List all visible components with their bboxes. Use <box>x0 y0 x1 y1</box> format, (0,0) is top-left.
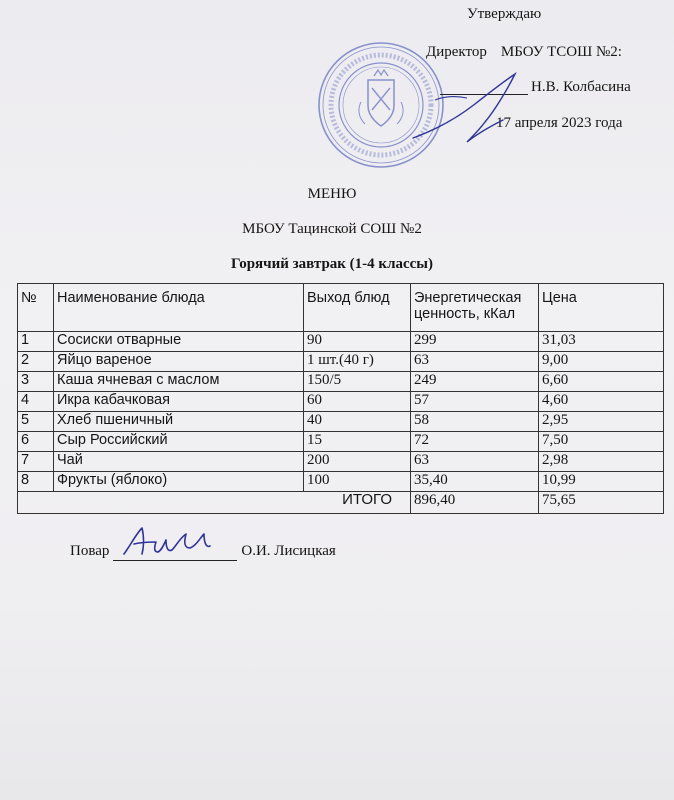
cell-price: 9,00 <box>539 352 664 372</box>
cell-name: Икра кабачковая <box>54 392 304 412</box>
cell-output: 200 <box>304 452 411 472</box>
table-row <box>18 392 664 412</box>
cell-name: Каша ячневая с маслом <box>54 372 304 392</box>
cell-output: 100 <box>304 472 411 492</box>
menu-title: МЕНЮ <box>307 186 357 202</box>
cell-name: Чай <box>54 452 304 472</box>
cell-price: 10,99 <box>539 472 664 492</box>
total-price: 75,65 <box>539 492 664 514</box>
approval-date: 17 апреля 2023 года <box>496 115 623 131</box>
cell-price: 7,50 <box>539 432 664 452</box>
cell-number: 7 <box>18 452 54 472</box>
cook-name: О.И. Лисицкая <box>241 543 336 559</box>
table-row <box>18 332 664 352</box>
table-row <box>18 412 664 432</box>
approval-school: МБОУ ТСОШ №2: <box>500 44 622 60</box>
cell-name: Яйцо вареное <box>54 352 304 372</box>
col-header-energy: Энергетическая ценность, кКал <box>411 284 539 332</box>
cell-energy: 72 <box>411 432 539 452</box>
cell-name: Сыр Российский <box>54 432 304 452</box>
table-row <box>18 452 664 472</box>
cell-output: 15 <box>304 432 411 452</box>
cell-price: 4,60 <box>539 392 664 412</box>
cell-output: 40 <box>304 412 411 432</box>
cell-name: Фрукты (яблоко) <box>54 472 304 492</box>
cell-number: 3 <box>18 372 54 392</box>
col-header-output: Выход блюд <box>304 284 411 332</box>
cell-number: 8 <box>18 472 54 492</box>
cell-energy: 57 <box>411 392 539 412</box>
cell-name: Хлеб пшеничный <box>54 412 304 432</box>
table-row <box>18 372 664 392</box>
cell-number: 4 <box>18 392 54 412</box>
approval-title: Утверждаю <box>467 6 542 22</box>
cell-output: 60 <box>304 392 411 412</box>
table-header-row <box>18 284 664 332</box>
approval-position-label: Директор <box>426 44 487 60</box>
meal-title: Горячий завтрак (1-4 классы) <box>230 256 434 272</box>
approval-name: Н.В. Колбасина <box>531 79 631 95</box>
cell-output: 90 <box>304 332 411 352</box>
approval-position <box>426 44 622 61</box>
cell-energy: 35,40 <box>411 472 539 492</box>
table-row <box>18 472 664 492</box>
cell-price: 31,03 <box>539 332 664 352</box>
cell-name: Сосиски отварные <box>54 332 304 352</box>
cell-price: 2,98 <box>539 452 664 472</box>
cell-energy: 249 <box>411 372 539 392</box>
col-header-price: Цена <box>539 284 664 332</box>
table-total-row <box>18 492 664 514</box>
cell-price: 6,60 <box>539 372 664 392</box>
col-header-number: № <box>18 284 54 332</box>
total-label: ИТОГО <box>18 492 411 514</box>
cell-energy: 63 <box>411 352 539 372</box>
cell-output: 1 шт.(40 г) <box>304 352 411 372</box>
school-title: МБОУ Тацинской СОШ №2 <box>242 221 422 237</box>
cook-signature <box>120 520 220 562</box>
menu-table <box>17 283 664 514</box>
cell-number: 2 <box>18 352 54 372</box>
director-signature <box>405 60 530 160</box>
table-row <box>18 432 664 452</box>
cell-energy: 58 <box>411 412 539 432</box>
cell-number: 1 <box>18 332 54 352</box>
cell-output: 150/5 <box>304 372 411 392</box>
cook-role: Повар <box>70 543 110 559</box>
table-row <box>18 352 664 372</box>
cell-energy: 63 <box>411 452 539 472</box>
col-header-name: Наименование блюда <box>54 284 304 332</box>
cell-energy: 299 <box>411 332 539 352</box>
total-energy: 896,40 <box>411 492 539 514</box>
cell-number: 6 <box>18 432 54 452</box>
cell-number: 5 <box>18 412 54 432</box>
cell-price: 2,95 <box>539 412 664 432</box>
